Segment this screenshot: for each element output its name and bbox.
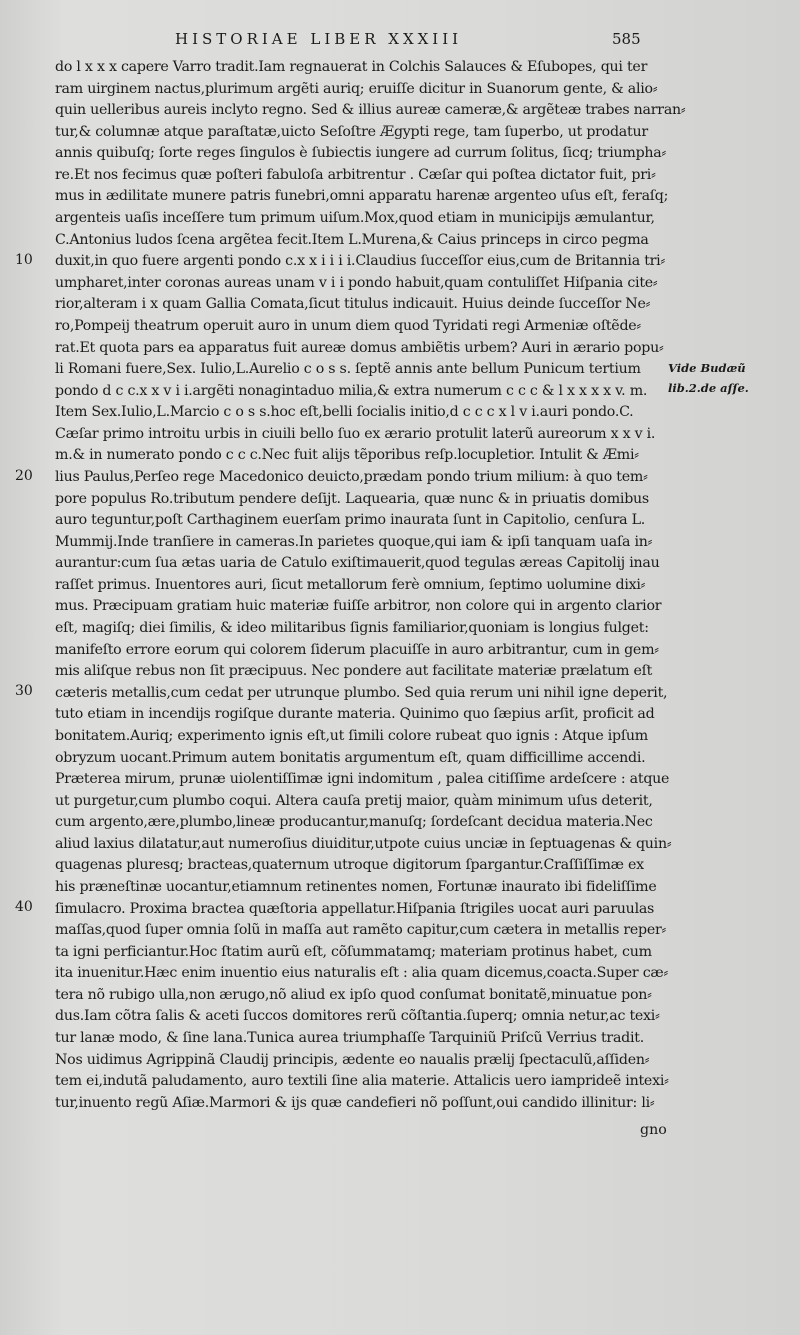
text-line: cæteris metallis,cum cedat per utrunque plumbo. Sed quia rerum uni nihil igne deperit, <box>55 684 668 701</box>
text-line: tuto etiam in incendijs rogiſque durante materia. Quinimo quo ſæpius arſit, proficit ad <box>55 706 655 723</box>
text-line: his præneſtinæ uocantur,etiamnum retinentes nomen, Fortunæ inaurato ibi fideliſſime <box>55 878 657 895</box>
text-line: pondo d c c.x x v i i.argẽti nonagintaduo milia,& extra numerum c c c & l x x x x v. m. <box>55 382 648 399</box>
text-line: annis quibuſq; ſorte reges ſingulos è ſubiectis iungere ad currum ſolitus, ſicq; triumpha⸗ <box>55 145 666 162</box>
text-line: tem ei,indutã paludamento, auro textili ſine alia materie. Attalicis uero iamprideẽ intexi⸗ <box>55 1073 669 1090</box>
line-number-20: 20 <box>15 468 33 484</box>
text-line: lius Paulus,Perſeo rege Macedonico deuicto,prædam pondo trium milium: à quo tem⸗ <box>55 468 648 485</box>
text-line: dus.Iam cõtra ſalis & aceti ſuccos domitores rerũ cõſtantia.ſuperq; omnia netur,ac texi⸗ <box>55 1008 660 1025</box>
text-line: quagenas pluresq; bracteas,quaternum utroque digitorum ſpargantur.Craſſiſſimæ ex <box>55 857 644 874</box>
text-line: aliud laxius dilatatur,aut numeroſius diuiditur,utpote cuius unciæ in ſeptuagenas & quin⸗ <box>55 835 672 852</box>
text-line: rat.Et quota pars ea apparatus fuit aureæ domus ambiẽtis urbem? Auri in ærario popu⸗ <box>55 339 664 356</box>
text-line: bonitatem.Auriq; experimento ignis eſt,ut ſimili colore rubeat quo ignis : Atque ipſum <box>55 727 648 744</box>
text-line: eſt, magiſq; diei ſimilis, & ideo militaribus ſignis familiarior,quoniam is longius fulget: <box>55 620 649 637</box>
text-line: ſimulacro. Proxima bractea quæſtoria appellatur.Hiſpania ſtrigiles uocat auri paruulas <box>55 900 655 917</box>
margin-note <box>668 358 788 398</box>
text-line: tur,& columnæ atque paraſtatæ,uicto Seſoſtre Ægypti rege, tam ſuperbo, ut prodatur <box>55 123 648 140</box>
text-line: tur lanæ modo, & ſine lana.Tunica aurea triumphaſſe Tarquiniũ Priſcũ Verrius tradit. <box>55 1030 644 1047</box>
running-title: HISTORIAE LIBER XXXIII <box>175 30 463 48</box>
text-line: Item Sex.Iulio,L.Marcio c o s s.hoc eſt,belli ſocialis initio,d c c c x l v i.auri pondo.C. <box>55 404 634 421</box>
text-line: ita inuenitur.Hæc enim inuentio eius naturalis eſt : alia quam dicemus,coacta.Super cæ⸗ <box>55 965 668 982</box>
margin-note-line: lib.2.de aſſe. <box>668 381 749 395</box>
text-line: maſſas,quod ſuper omnia ſolũ in maſſa aut ramẽto capitur,cum cætera in metallis reper⸗ <box>55 922 667 939</box>
text-line: Præterea mirum, prunæ uiolentiſſimæ igni indomitum , palea citiſſime ardeſcere : atque <box>55 771 670 788</box>
body-text <box>55 57 695 1114</box>
text-line: mus. Præcipuam gratiam huic materiæ fuiſſe arbitror, non colore qui in argento clarior <box>55 598 662 615</box>
text-line: C.Antonius ludos ſcena argẽtea fecit.Item L.Murena,& Caius princeps in circo pegma <box>55 231 649 248</box>
text-line: manifeſto errore eorum qui colorem ſiderum placuiſſe in auro arbitrantur, cum in gem⸗ <box>55 641 659 658</box>
page-header <box>0 30 800 52</box>
text-line: duxit,in quo fuere argenti pondo c.x x i i i i.Claudius ſucceſſor eius,cum de Britannia tri⸗ <box>55 253 665 270</box>
text-line: aurantur:cum ſua ætas uaria de Catulo exiſtimauerit,quod tegulas æreas Capitolij inau <box>55 555 660 572</box>
text-line: li Romani fuere,Sex. Iulio,L.Aurelio c o s s. ſeptẽ annis ante bellum Punicum tertium <box>55 361 641 378</box>
text-line: Nos uidimus Agrippinã Claudij principis, ædente eo naualis prælij ſpectaculũ,aſſiden⸗ <box>55 1051 650 1068</box>
text-line: pore populus Ro.tributum pendere deſijt. Laquearia, quæ nunc & in priuatis domibus <box>55 490 649 507</box>
text-line: ram uirginem nactus,plurimum argẽti auriq; eruiſſe dicitur in Suanorum gente, & alio⸗ <box>55 80 658 97</box>
text-line: do l x x x capere Varro tradit.Iam regnauerat in Colchis Salauces & Eſubopes, qui ter <box>55 59 648 75</box>
text-line: Cæſar primo introitu urbis in ciuili bello ſuo ex ærario protulit laterũ aureorum x x v i. <box>55 425 656 442</box>
text-line: ta igni perficiantur.Hoc ſtatim aurũ eſt, cõſummatamq; materiam protinus habet, cum <box>55 943 652 960</box>
text-line: umpharet,inter coronas aureas unam v i i pondo habuit,quam contuliſſet Hiſpania cite⸗ <box>55 274 658 291</box>
text-line: argenteis uaſis inceſſere tum primum uiſum.Mox,quod etiam in municipijs æmulantur, <box>55 210 655 227</box>
text-line: tera nõ rubigo ulla,non ærugo,nõ aliud ex ipſo quod conſumat bonitatẽ,minuatue pon⸗ <box>55 986 652 1003</box>
text-line: obryzum uocant.Primum autem bonitatis argumentum eſt, quam difficillime accendi. <box>55 749 646 766</box>
line-number-40: 40 <box>15 899 33 915</box>
text-line: ro,Pompeij theatrum operuit auro in unum diem quod Tyridati regi Armeniæ oſtẽde⸗ <box>55 317 641 334</box>
text-line: tur,inuento regũ Aſiæ.Marmori & ijs quæ candefieri nõ poſſunt,oui candido illinitur: li⸗ <box>55 1094 655 1111</box>
text-line: raſſet primus. Inuentores auri, ſicut metallorum ferè omnium, ſeptimo uolumine dixi⸗ <box>55 576 646 593</box>
text-line: auro teguntur,poſt Carthaginem euerſam primo inaurata ſunt in Capitolio, cenſura L. <box>55 512 646 529</box>
text-line: cum argento,ære,plumbo,lineæ producantur,manuſq; ſordeſcant decidua materia.Nec <box>55 814 653 831</box>
text-line: mis aliſque rebus non ſit præcipuus. Nec pondere aut facilitate materiæ prælatum eſt <box>55 663 653 680</box>
text-line: ut purgetur,cum plumbo coqui. Altera cauſa pretij maior, quàm minimum uſus deterit, <box>55 792 653 809</box>
text-line: re.Et nos fecimus quæ poſteri fabuloſa arbitrentur . Cæſar qui poſtea dictator fuit, pri⸗ <box>55 166 656 183</box>
catchword: gno <box>640 1122 667 1138</box>
text-line: Mummij.Inde tranſiere in cameras.In parietes quoque,qui iam & ipſi tanquam uaſa in⸗ <box>55 533 653 550</box>
text-line: m.& in numerato pondo c c c.Nec fuit alijs tẽporibus reſp.locupletior. Intulit & Æmi⸗ <box>55 447 639 464</box>
text-line: rior,alteram i x quam Gallia Comata,ſicut titulus indicauit. Huius deinde ſucceſſor Ne⸗ <box>55 296 651 313</box>
page-number: 585 <box>612 30 641 48</box>
text-line: mus in ædilitate munere patris funebri,omni apparatu harenæ argenteo uſus eſt, feraſq; <box>55 188 669 205</box>
margin-note-line: Vide Budæũ <box>668 361 746 375</box>
text-line: quin uelleribus aureis inclyto regno. Sed & illius aureæ cameræ,& argẽteæ trabes narran⸗ <box>55 102 686 119</box>
line-number-10: 10 <box>15 252 33 268</box>
line-number-30: 30 <box>15 683 33 699</box>
